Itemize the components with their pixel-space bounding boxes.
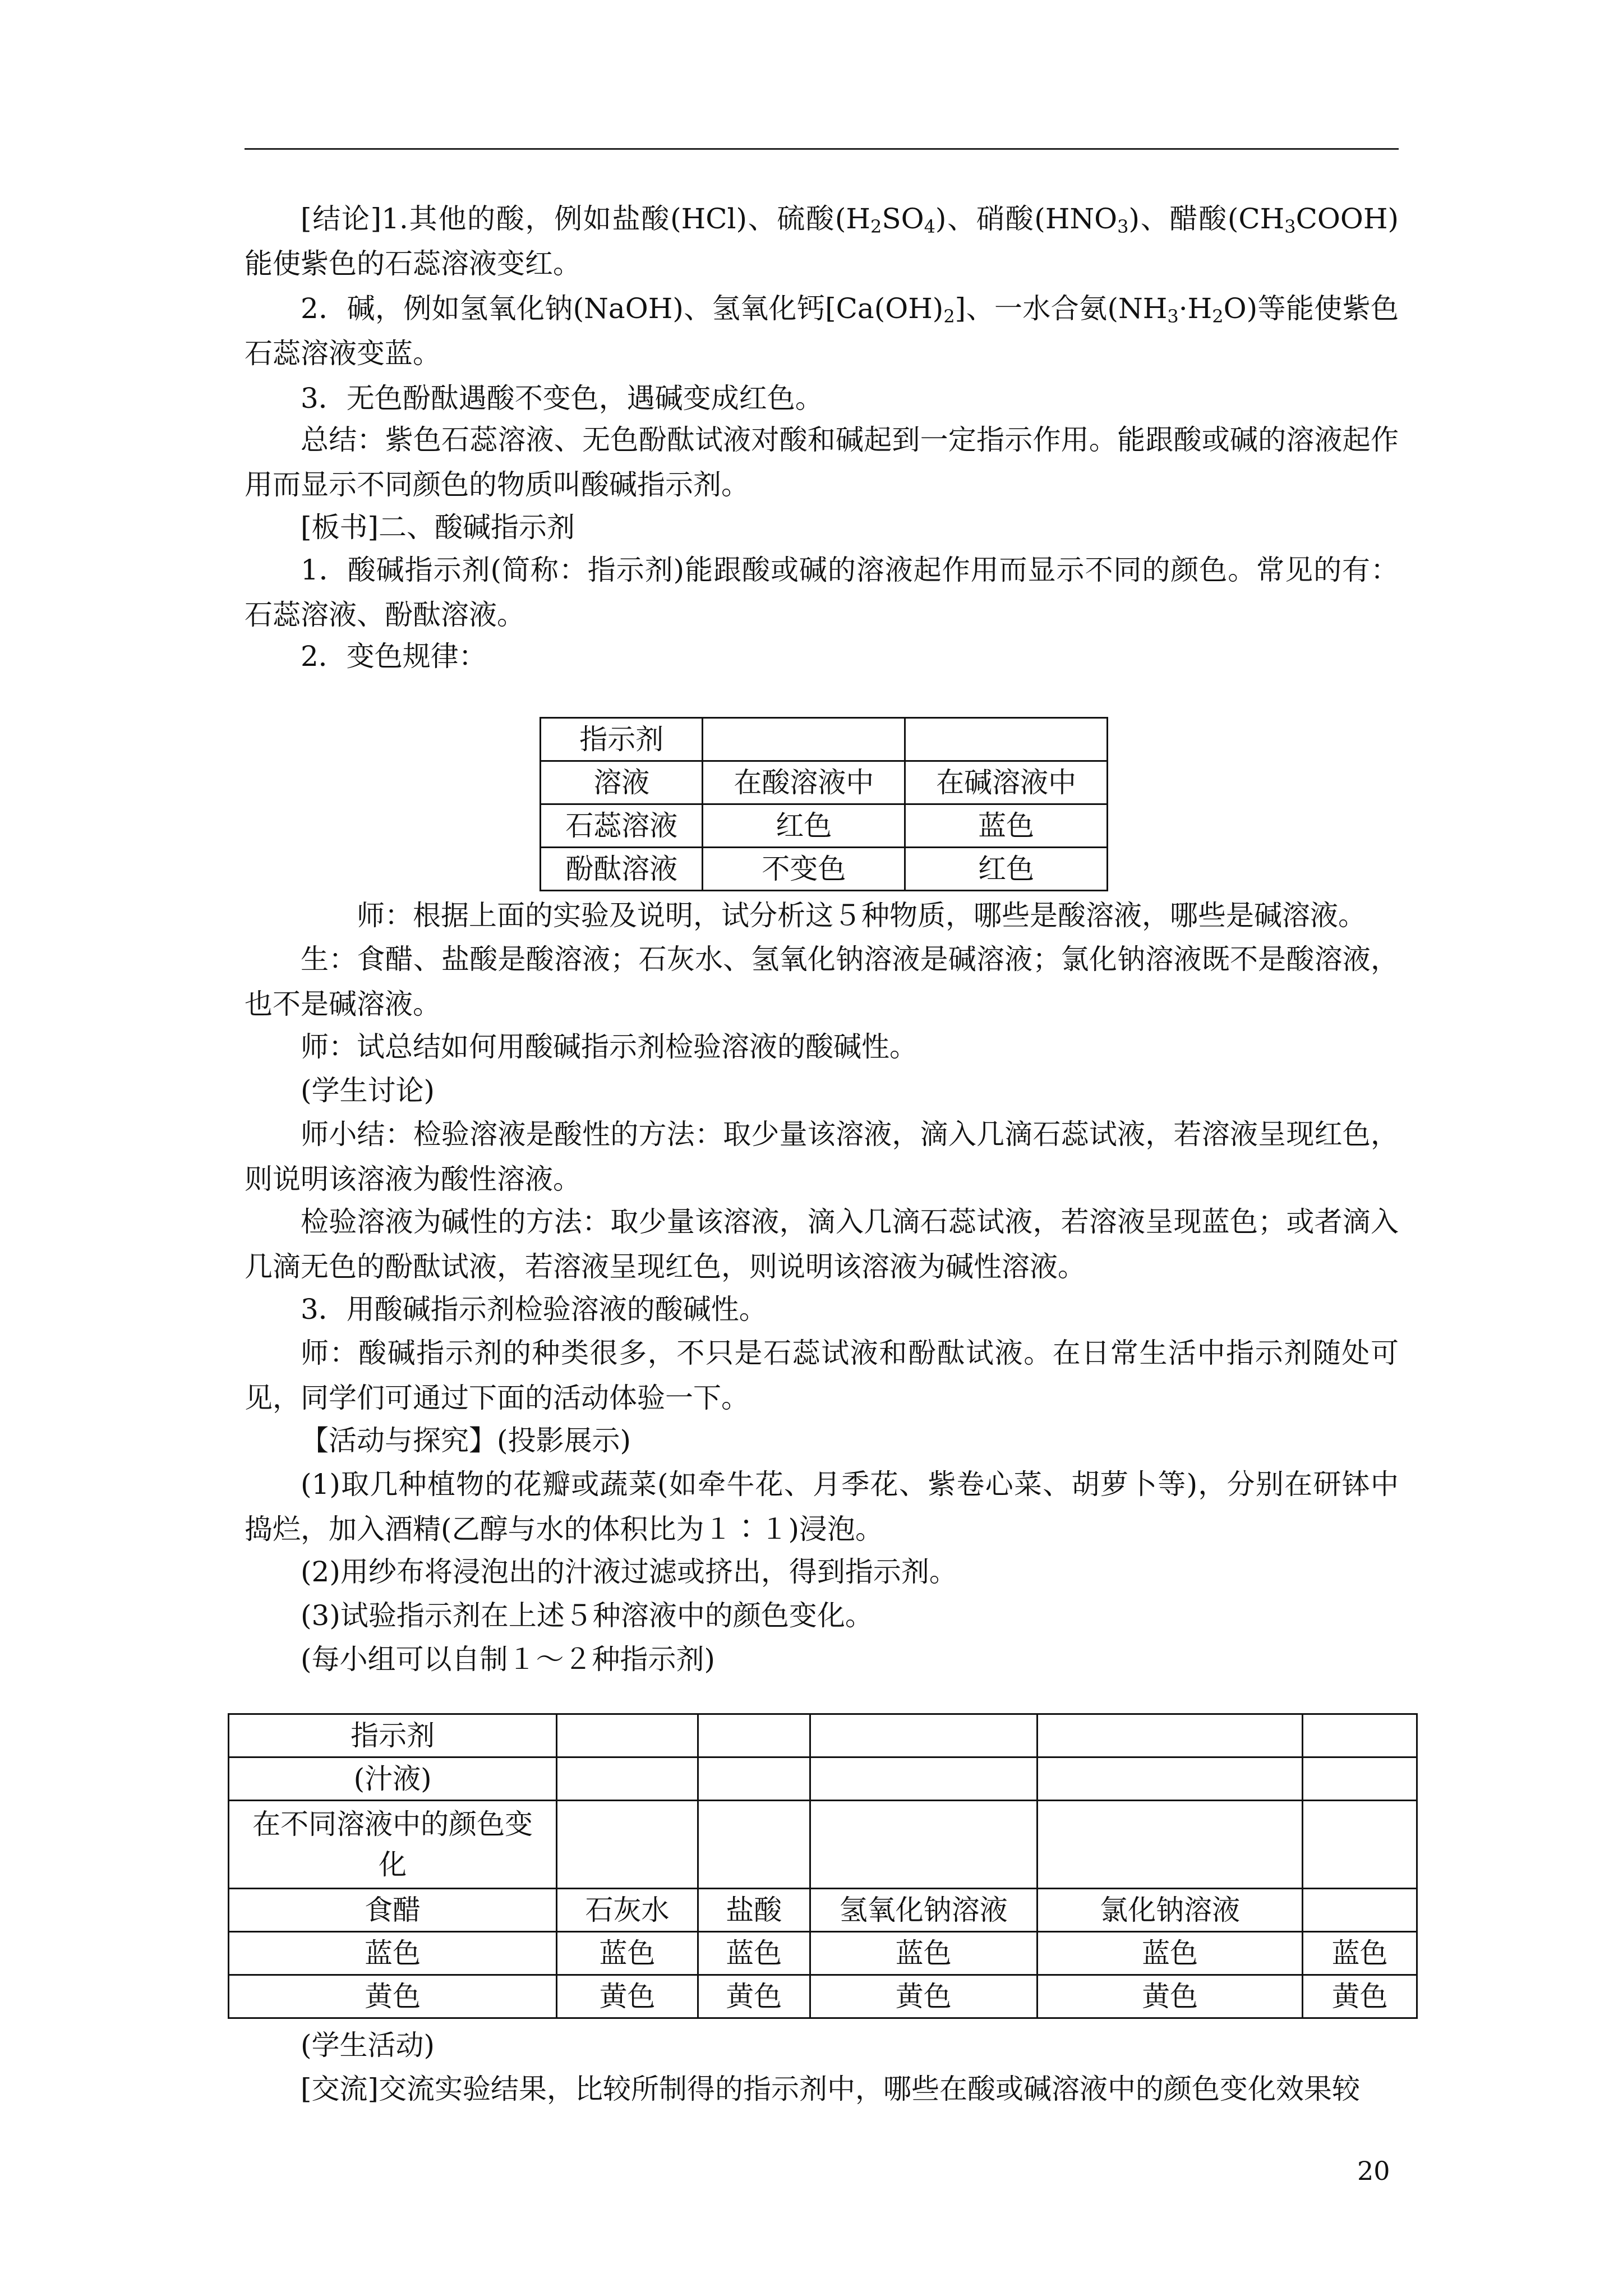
table-cell: 溶液 (541, 761, 703, 804)
paragraph-summary: 总结：紫色石蕊溶液、无色酚酞试液对酸和碱起到一定指示作用。能跟酸或碱的溶液起作用而显示不同颜色的物质叫酸碱指示剂。 (245, 424, 1399, 501)
table-cell: 指示剂 (229, 1714, 557, 1757)
paragraph-conclusion-3: 3．无色酚酞遇酸不变色，遇碱变成红色。 (301, 382, 823, 415)
table-cell (1037, 1757, 1302, 1801)
table-row (229, 1932, 1417, 1975)
paragraph-student-activity: (学生活动) (301, 2029, 435, 2062)
table-cell (1037, 1714, 1302, 1757)
table-cell: 蓝色 (229, 1932, 557, 1975)
paragraph-teacher-note: 师：酸碱指示剂的种类很多，不只是石蕊试液和酚酞试液。在日常生活中指示剂随处可见，同学们可通过下面的活动体验一下。 (245, 1337, 1399, 1414)
table-cell: 石蕊溶液 (541, 804, 703, 848)
paragraph-conclusion-1: [结论]1.其他的酸，例如盐酸(HCl)、硫酸$(H_2SO_4)$、硝酸$(HNO_3)$、醋酸$(CH_3COOH)$能使紫色的石蕊溶液变红。 (245, 203, 1399, 280)
table-cell: 食醋 (229, 1889, 557, 1932)
table-cell (557, 1714, 698, 1757)
table-cell (810, 1757, 1037, 1801)
paragraph-section-3: 3．用酸碱指示剂检验溶液的酸碱性。 (301, 1293, 767, 1326)
table-cell: 氯化钠溶液 (1037, 1889, 1302, 1932)
table-cell: 在碱溶液中 (905, 761, 1108, 804)
paragraph-color-rule-title: 2．变色规律： (301, 640, 487, 673)
paragraph-exchange: [交流]交流实验结果，比较所制得的指示剂中，哪些在酸或碱溶液中的颜色变化效果较 (301, 2073, 1361, 2105)
header-rule (245, 148, 1399, 150)
table-cell (905, 718, 1108, 761)
table-cell: 黄色 (698, 1975, 810, 2018)
table-cell: 石灰水 (557, 1889, 698, 1932)
paragraph-step-1: (1)取几种植物的花瓣或蔬菜(如牵牛花、月季花、紫卷心菜、胡萝卜等)，分别在研钵中捣烂，加入酒精(乙醇与水的体积比为１∶１)浸泡。 (245, 1468, 1399, 1545)
table-cell: 在酸溶液中 (703, 761, 905, 804)
table-cell: 在不同溶液中的颜色变化 (229, 1801, 557, 1889)
table-cell: 黄色 (1037, 1975, 1302, 2018)
table-cell (1037, 1801, 1302, 1889)
table-cell: 指示剂 (541, 718, 703, 761)
paragraph-teacher-prompt: 师：试总结如何用酸碱指示剂检验溶液的酸碱性。 (301, 1030, 917, 1063)
color-change-table (540, 717, 1108, 891)
table-cell: 黄色 (229, 1975, 557, 2018)
table-cell: 红色 (905, 848, 1108, 891)
paragraph-step-3: (3)试验指示剂在上述５种溶液中的颜色变化。 (301, 1599, 873, 1632)
table-cell (1303, 1757, 1417, 1801)
table-cell: 蓝色 (1303, 1932, 1417, 1975)
table-cell: (汁液) (229, 1757, 557, 1801)
table-row (229, 1889, 1417, 1932)
paragraph-activity-title: 【活动与探究】(投影展示) (301, 1424, 631, 1457)
paragraph-teacher-question: 师：根据上面的实验及说明，试分析这５种物质，哪些是酸溶液，哪些是碱溶液。 (357, 899, 1366, 932)
table-cell: 红色 (703, 804, 905, 848)
table-row (229, 1975, 1417, 2018)
paragraph-group-note: (每小组可以自制１～２种指示剂) (301, 1643, 716, 1676)
table-cell (810, 1714, 1037, 1757)
table-cell: 蓝色 (557, 1932, 698, 1975)
table-cell: 蓝色 (698, 1932, 810, 1975)
table-row (541, 761, 1108, 804)
paragraph-indicator-definition: 1．酸碱指示剂(简称：指示剂)能跟酸或碱的溶液起作用而显示不同的颜色。常见的有：石蕊溶液、酚酞溶液。 (245, 554, 1399, 631)
table-cell: 不变色 (703, 848, 905, 891)
paragraph-board-title: [板书]二、酸碱指示剂 (301, 511, 575, 544)
table-cell (703, 718, 905, 761)
table-row (541, 718, 1108, 761)
table-cell (557, 1757, 698, 1801)
table-cell: 黄色 (557, 1975, 698, 2018)
table-row (229, 1757, 1417, 1801)
table-row (541, 848, 1108, 891)
page-number: 20 (1357, 2156, 1390, 2186)
paragraph-conclusion-2: 2．碱，例如氢氧化钠(NaOH)、氢氧化钙$[Ca(OH)_2]$、一水合氨$(NH_3\cdot H_2O)$等能使紫色石蕊溶液变蓝。 (245, 292, 1399, 370)
table-cell (698, 1714, 810, 1757)
paragraph-teacher-summary: 师小结：检验溶液是酸性的方法：取少量该溶液，滴入几滴石蕊试液，若溶液呈现红色，则说明该溶液为酸性溶液。 (245, 1118, 1399, 1195)
table-cell (698, 1801, 810, 1889)
table-row (229, 1714, 1417, 1757)
table-cell: 蓝色 (905, 804, 1108, 848)
table-cell (1303, 1714, 1417, 1757)
table-cell (698, 1757, 810, 1801)
table-cell (810, 1801, 1037, 1889)
table-cell: 蓝色 (1037, 1932, 1302, 1975)
table-cell (557, 1801, 698, 1889)
paragraph-base-test-method: 检验溶液为碱性的方法：取少量该溶液，滴入几滴石蕊试液，若溶液呈现蓝色；或者滴入几滴无色的酚酞试液，若溶液呈现红色，则说明该溶液为碱性溶液。 (245, 1205, 1399, 1283)
paragraph-student-discussion: (学生讨论) (301, 1074, 435, 1107)
table-cell: 酚酞溶液 (541, 848, 703, 891)
table-cell: 黄色 (1303, 1975, 1417, 2018)
paragraph-student-answer: 生：食醋、盐酸是酸溶液；石灰水、氢氧化钠溶液是碱溶液；氯化钠溶液既不是酸溶液，也不是碱溶液。 (245, 943, 1399, 1020)
table-cell: 黄色 (810, 1975, 1037, 2018)
table-cell: 氢氧化钠溶液 (810, 1889, 1037, 1932)
plant-indicator-table (228, 1713, 1418, 2019)
paragraph-step-2: (2)用纱布将浸泡出的汁液过滤或挤出，得到指示剂。 (301, 1556, 957, 1588)
table-cell: 蓝色 (810, 1932, 1037, 1975)
table-row (229, 1801, 1417, 1889)
table-cell: 盐酸 (698, 1889, 810, 1932)
table-cell (1303, 1801, 1417, 1889)
table-row (541, 804, 1108, 848)
table-cell (1303, 1889, 1417, 1932)
